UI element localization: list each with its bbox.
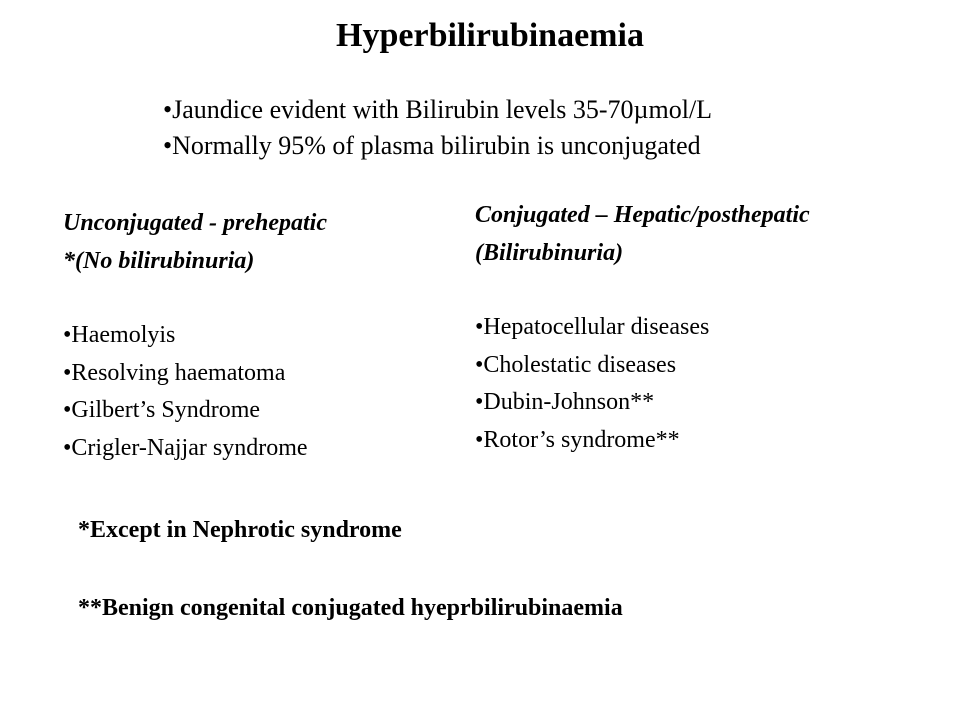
list-item: • Crigler-Najjar syndrome xyxy=(63,430,327,468)
conjugated-heading-line: Conjugated – Hepatic/posthepatic xyxy=(475,202,810,228)
spacer xyxy=(475,272,810,309)
footnote-benign-congenital: **Benign congenital conjugated hyeprbilirubinaemia xyxy=(78,595,623,621)
conjugated-cause-list xyxy=(475,309,810,459)
intro-bullet-list xyxy=(163,92,712,164)
unconjugated-heading xyxy=(63,205,327,280)
unconjugated-heading-line: *(No bilirubinuria) xyxy=(63,247,255,274)
footnote-nephrotic: *Except in Nephrotic syndrome xyxy=(78,517,402,543)
intro-bullet: • Jaundice evident with Bilirubin levels 35-70µmol/L xyxy=(163,92,712,128)
list-item: • Cholestatic diseases xyxy=(475,347,810,385)
spacer xyxy=(63,280,327,317)
slide-title: Hyperbilirubinaemia xyxy=(336,17,644,54)
list-item: • Resolving haematoma xyxy=(63,355,327,393)
unconjugated-column xyxy=(63,205,327,467)
unconjugated-heading-line: Unconjugated - prehepatic xyxy=(63,210,327,236)
conjugated-column xyxy=(475,197,810,459)
list-item: • Gilbert’s Syndrome xyxy=(63,392,327,430)
list-item: • Rotor’s syndrome** xyxy=(475,422,810,460)
conjugated-heading xyxy=(475,197,810,272)
intro-bullet: • Normally 95% of plasma bilirubin is unconjugated xyxy=(163,128,712,164)
list-item: • Haemolyis xyxy=(63,317,327,355)
conjugated-heading-line: (Bilirubinuria) xyxy=(475,239,624,266)
list-item: • Dubin-Johnson** xyxy=(475,384,810,422)
unconjugated-cause-list xyxy=(63,317,327,467)
list-item: • Hepatocellular diseases xyxy=(475,309,810,347)
